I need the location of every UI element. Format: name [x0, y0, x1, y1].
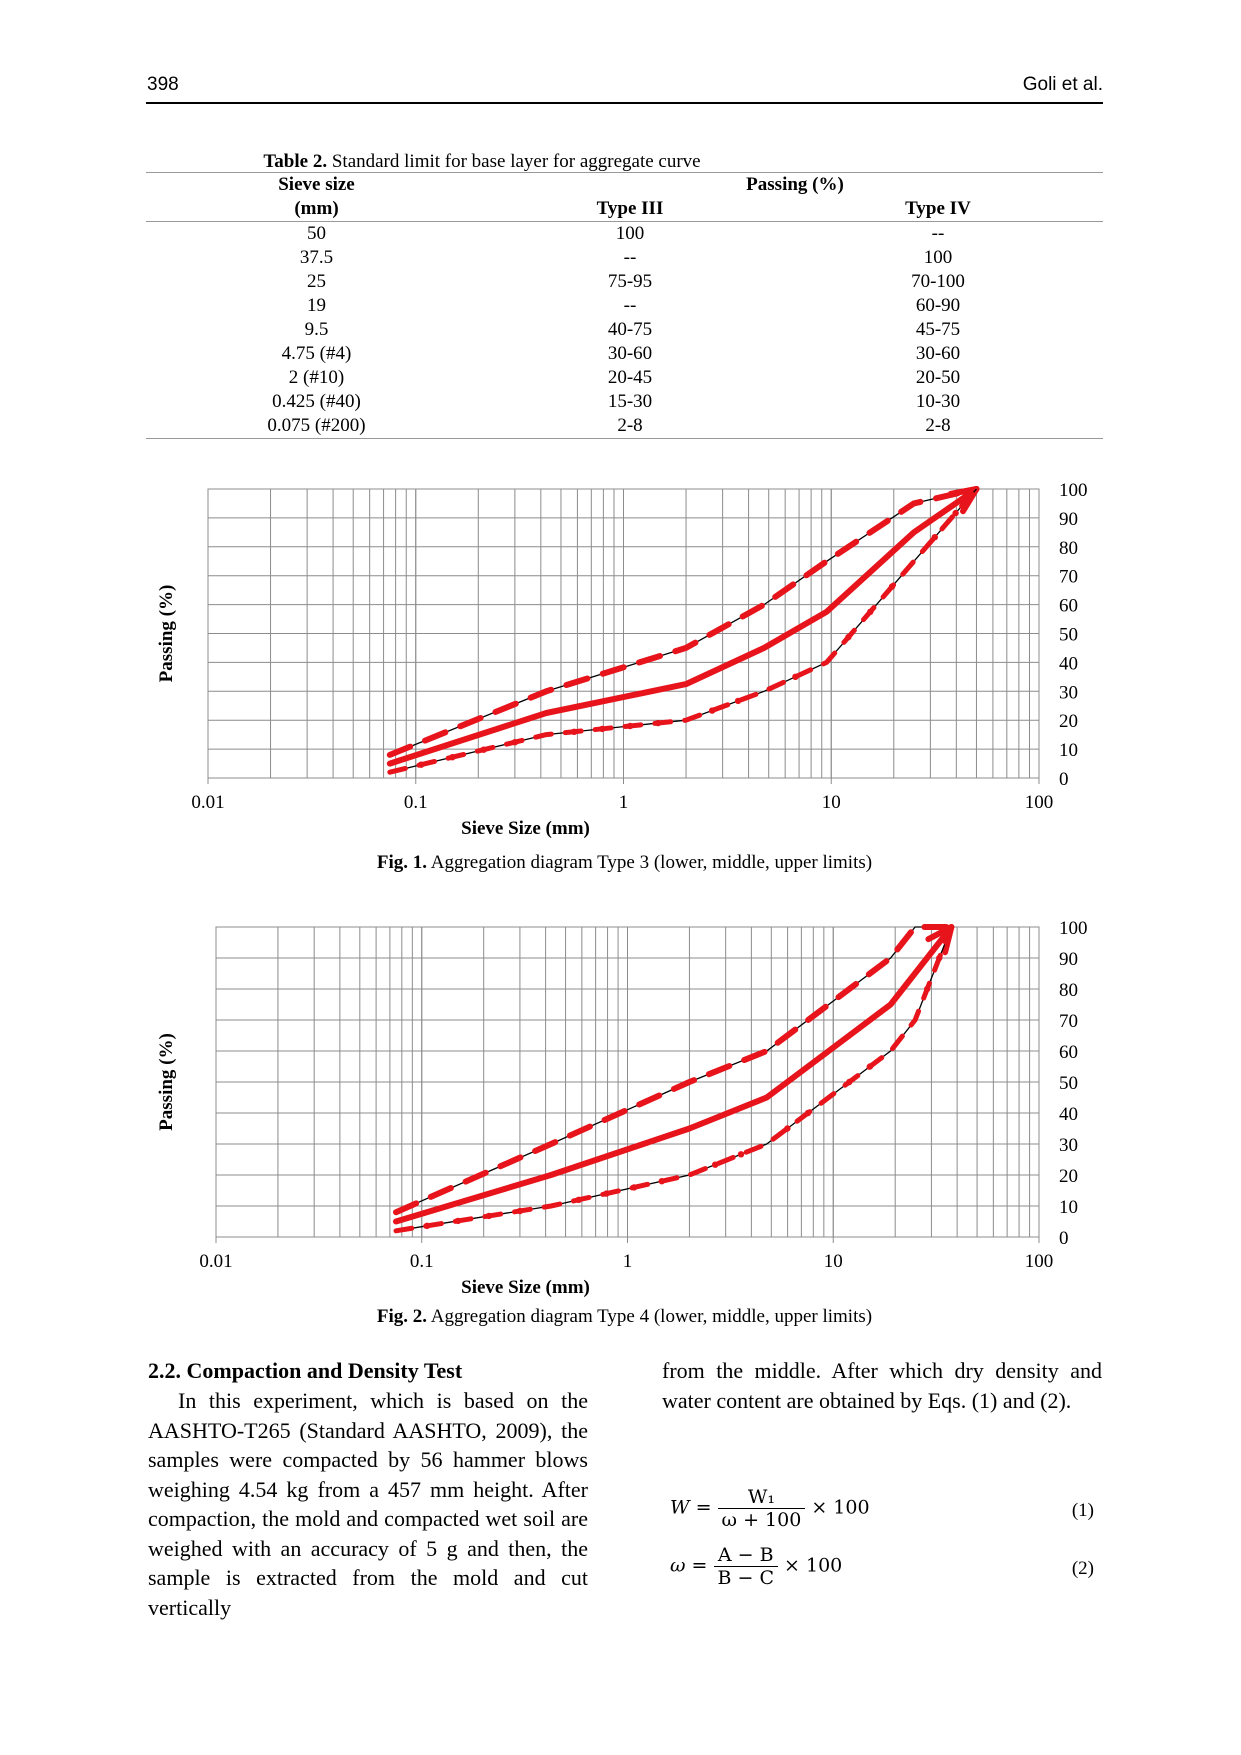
y-tick-label: 80	[1059, 537, 1078, 559]
cell-type4: 10-30	[915, 391, 961, 412]
y-tick-label: 10	[1059, 740, 1078, 762]
series-lower-dot	[486, 1213, 492, 1219]
series-lower-dot	[889, 583, 895, 589]
cell-type4: 20-50	[915, 367, 961, 388]
cell-type4: 30-60	[915, 343, 961, 364]
cell-sieve: 25	[307, 271, 326, 292]
cell-type3: 20-45	[607, 367, 653, 388]
x-tick-label: 1	[622, 1251, 633, 1272]
figure-2-chart	[146, 912, 1103, 1298]
eq2-factor: × 100	[784, 1554, 843, 1577]
cell-type3: 2-8	[487, 414, 773, 439]
col-type4: Type IV	[773, 197, 1103, 222]
series-lower-dot	[784, 1125, 790, 1131]
series-lower-dot	[845, 634, 851, 640]
series-lower-dot	[792, 674, 798, 680]
col-sieve-size: Sieve size	[146, 173, 487, 198]
table-caption-text: Standard limit for base layer for aggregate curve	[331, 151, 701, 172]
series-lower-dot	[805, 1110, 811, 1116]
series-lower-dot	[599, 726, 605, 732]
series-lower-dot	[627, 723, 633, 729]
y-tick-label: 40	[1059, 1104, 1078, 1125]
cell-type3: 15-30	[607, 391, 653, 412]
cell-sieve: 0.425 (#40)	[272, 391, 361, 412]
col-type3: Type III	[487, 197, 773, 222]
cell-type3: --	[623, 247, 637, 268]
cell-type3: 40-75	[607, 319, 653, 340]
y-tick-label: 40	[1059, 653, 1078, 675]
series-lower-dot	[712, 1162, 718, 1168]
body-text-left: In this experiment, which is based on the AASHTO-T265 (Standard AASHTO, 2009), the samples were compacted by 56 hammer blows weighing 4.54 kg from a 457 mm height. After compaction, the mold and compacted wet soil are weighed with an accuracy of 5 g and then, the sample is extracted from the mold and cut vertically	[148, 1388, 588, 1620]
y-tick-label: 20	[1059, 1166, 1078, 1187]
figure-2-caption-text: Aggregation diagram Type 4 (lower, middle, upper limits)	[430, 1306, 873, 1327]
cell-type3: 100	[615, 223, 645, 244]
figure-1-caption	[146, 852, 1103, 874]
cell-sieve: 0.075 (#200)	[146, 414, 487, 439]
eq1-lhs: W	[670, 1496, 690, 1519]
series-lower-dot	[867, 609, 873, 615]
body-text-right: from the middle. After which dry density and water content are obtained by Eqs. (1) and (2).	[662, 1358, 1102, 1413]
col-sieve-unit: (mm)	[146, 197, 487, 222]
x-tick-label: 0.01	[191, 792, 225, 813]
y-tick-label: 50	[1059, 1073, 1078, 1094]
y-tick-label: 60	[1059, 595, 1078, 617]
y-tick-label: 100	[1059, 480, 1088, 501]
figure-1-chart	[146, 478, 1103, 839]
standard-limit-table	[146, 172, 1103, 439]
series-lower-dot	[932, 534, 938, 540]
cell-sieve: 4.75 (#4)	[281, 343, 352, 364]
x-tick-label: 100	[1024, 1251, 1054, 1272]
series-lower-dot	[603, 1190, 609, 1196]
eq1-numerator: W₁	[718, 1486, 806, 1509]
x-tick-label: 1	[618, 792, 629, 813]
series-lower-dot	[655, 720, 661, 726]
chart-svg	[146, 912, 1103, 1298]
series-lower-dot	[576, 1197, 582, 1203]
series-lower-dot	[936, 955, 942, 961]
y-tick-label: 90	[1059, 508, 1078, 530]
table-caption-label: Table 2.	[263, 151, 328, 172]
col-passing: Passing (%)	[487, 173, 1103, 198]
series-lower-dot	[481, 747, 487, 753]
cell-type3: 30-60	[607, 343, 653, 364]
series-lower-dot	[455, 1218, 461, 1224]
cell-sieve: 2 (#10)	[288, 367, 345, 388]
page-number: 398	[147, 74, 179, 95]
cell-type4: --	[931, 223, 945, 244]
table-row	[146, 414, 1103, 439]
cell-type3: --	[623, 295, 637, 316]
x-axis-label: Sieve Size (mm)	[461, 1277, 590, 1298]
series-upper-outline	[396, 927, 951, 1212]
cell-type4: 70-100	[911, 271, 965, 292]
eq2-numerator: A − B	[714, 1544, 779, 1567]
x-tick-label: 10	[823, 1251, 843, 1272]
table-row	[146, 270, 1103, 294]
header-rule	[146, 102, 1103, 104]
series-lower-dot	[418, 762, 424, 768]
section-title: 2.2. Compaction and Density Test	[148, 1358, 463, 1383]
x-tick-label: 0.1	[409, 1251, 434, 1272]
series-lower-dot	[424, 1223, 430, 1229]
series-lower-dot	[449, 754, 455, 760]
running-header-authors: Goli et al.	[1022, 74, 1103, 95]
series-lower-dot	[924, 986, 930, 992]
x-axis-label: Sieve Size (mm)	[461, 818, 590, 839]
y-tick-label: 30	[1059, 1135, 1078, 1156]
chart-svg	[146, 478, 1103, 839]
eq1-denominator: ω + 100	[721, 1509, 802, 1531]
table-row	[146, 294, 1103, 318]
table-row	[146, 342, 1103, 366]
series-upper	[396, 927, 951, 1212]
cell-type4: 60-90	[915, 295, 961, 316]
eq2-lhs: ω	[670, 1554, 686, 1577]
table-row	[146, 318, 1103, 342]
y-tick-label: 70	[1059, 566, 1078, 588]
cell-sieve: 9.5	[304, 319, 329, 340]
figure-1-caption-label: Fig. 1.	[376, 852, 428, 873]
cell-sieve: 37.5	[299, 247, 334, 268]
series-lower-dot	[659, 1178, 665, 1184]
series-lower-dot	[517, 1208, 523, 1214]
series-lower-dot	[512, 739, 518, 745]
figure-2-caption-label: Fig. 2.	[376, 1306, 428, 1327]
y-tick-label: 70	[1059, 1011, 1078, 1032]
eq2-denominator: B − C	[717, 1567, 774, 1589]
cell-type4: 100	[923, 247, 953, 268]
series-lower-dot	[571, 729, 577, 735]
y-tick-label: 0	[1059, 1228, 1069, 1249]
equation-1: W = $\frac{\text{W₁}}{\omega + 100}$ × 100 (1)	[670, 1486, 1094, 1531]
x-tick-label: 0.1	[403, 792, 428, 813]
series-lower-dot	[867, 1063, 873, 1069]
figure-2-caption	[146, 1306, 1103, 1328]
y-tick-label: 90	[1059, 949, 1078, 970]
y-tick-label: 100	[1059, 918, 1088, 939]
eq1-number: (1)	[1071, 1500, 1094, 1521]
table-row	[146, 390, 1103, 414]
y-tick-label: 60	[1059, 1042, 1078, 1063]
y-tick-label: 50	[1059, 624, 1078, 646]
cell-sieve: 50	[307, 223, 326, 244]
table-caption	[146, 151, 818, 173]
series-lower-dot	[738, 1151, 744, 1157]
table-row	[146, 246, 1103, 270]
y-axis-label: Passing (%)	[156, 1033, 177, 1131]
series-lower-dot	[631, 1184, 637, 1190]
y-tick-label: 20	[1059, 711, 1078, 733]
series-lower-dot	[952, 510, 958, 516]
series-lower-dot	[709, 707, 715, 713]
eq1-factor: × 100	[811, 1496, 870, 1519]
x-tick-label: 10	[821, 792, 841, 813]
series-upper-line	[396, 927, 951, 1212]
y-tick-label: 10	[1059, 1197, 1078, 1218]
table-row	[146, 366, 1103, 390]
y-tick-label: 0	[1059, 769, 1069, 790]
eq2-number: (2)	[1071, 1558, 1094, 1579]
y-tick-label: 80	[1059, 980, 1078, 1001]
cell-sieve: 19	[307, 295, 326, 316]
y-tick-label: 30	[1059, 682, 1078, 704]
cell-type3: 75-95	[607, 271, 653, 292]
x-tick-label: 100	[1024, 792, 1054, 813]
x-tick-label: 0.01	[199, 1251, 233, 1272]
figure-1-caption-text: Aggregation diagram Type 3 (lower, middle, upper limits)	[430, 852, 873, 873]
cell-type4: 2-8	[773, 414, 1103, 439]
series-lower-dot	[735, 698, 741, 704]
series-lower-dot	[846, 1079, 852, 1085]
table-row	[146, 222, 1103, 247]
y-axis-label: Passing (%)	[156, 584, 177, 683]
equation-2: ω = $\frac{A - B}{B - C}$ × 100 (2)	[670, 1544, 1094, 1589]
cell-type4: 45-75	[915, 319, 961, 340]
